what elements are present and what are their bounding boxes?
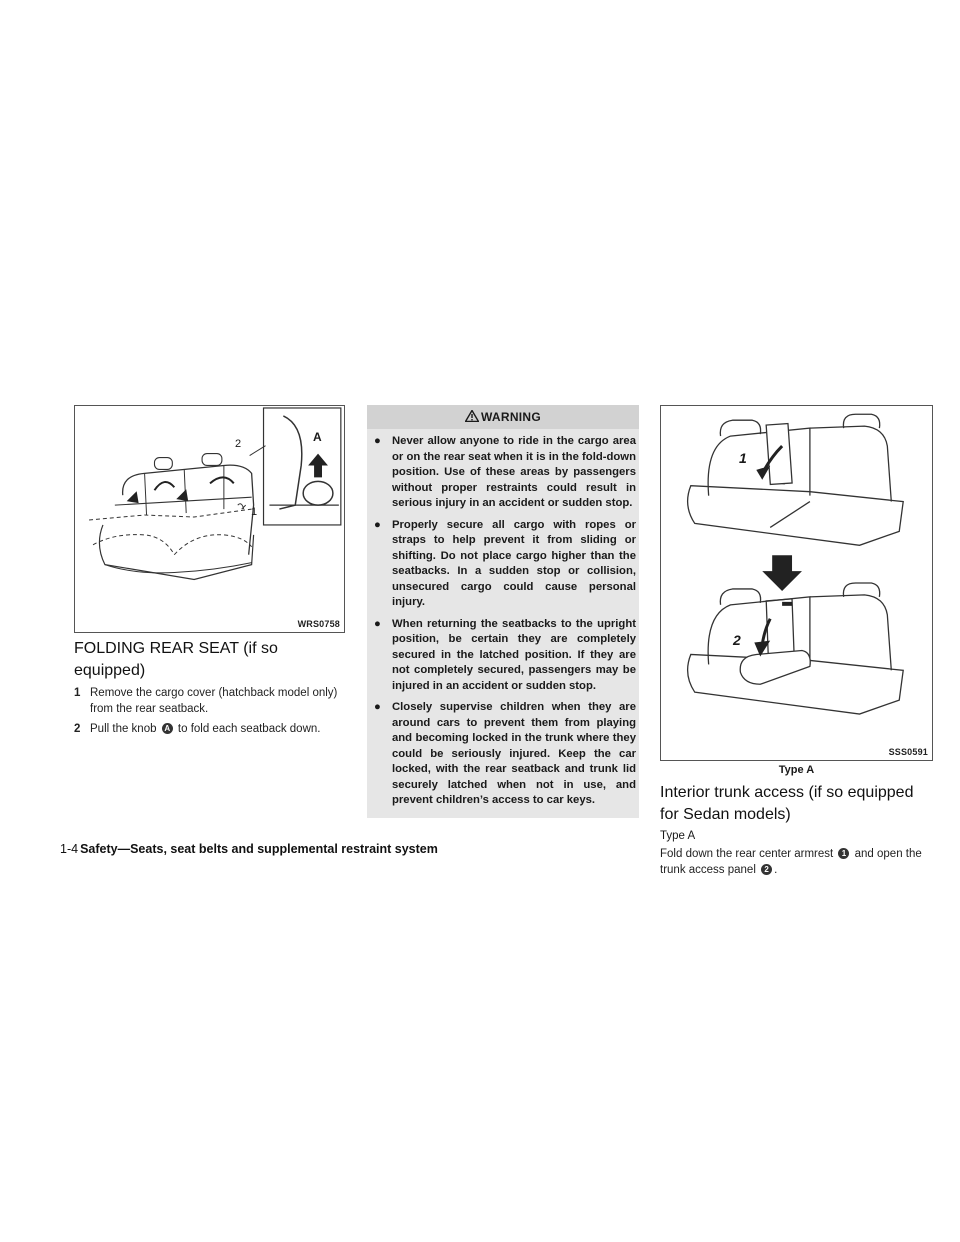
callout-2-label: 2 bbox=[733, 632, 741, 648]
section-title-line1: Interior trunk access (if so equipped bbox=[660, 784, 914, 801]
section-title-line2: equipped) bbox=[74, 662, 146, 679]
trunk-access-body bbox=[660, 846, 938, 878]
figure-caption: Type A bbox=[778, 764, 815, 776]
section-title-line2: for Sedan models) bbox=[660, 806, 791, 823]
callout-a-label: A bbox=[313, 430, 322, 444]
figure-trunk-access bbox=[660, 405, 933, 761]
bullet: ● bbox=[374, 617, 381, 630]
step-1 bbox=[74, 685, 346, 717]
body-text-middle: and open the trunk access panel bbox=[660, 848, 922, 876]
subtype-label: Type A bbox=[660, 830, 696, 842]
callout-2-label: 2 bbox=[235, 438, 242, 450]
warning-list bbox=[370, 434, 636, 815]
folding-seat-illustration bbox=[75, 406, 344, 632]
page-number: 1-4 bbox=[60, 842, 79, 856]
warning-item-text: When returning the seatbacks to the upright position, be certain they are completely secured in the latched position. If they are not completely secured, passengers may be injured in an accident or sudden stop. bbox=[392, 617, 636, 692]
page-footer bbox=[60, 842, 438, 856]
ref-a-badge: A bbox=[162, 723, 173, 734]
body-text-after: . bbox=[774, 864, 778, 876]
footer-title: Safety—Seats, seat belts and supplemental restraint system bbox=[80, 842, 438, 856]
warning-item bbox=[370, 518, 636, 611]
body-text-before: Fold down the rear center armrest bbox=[660, 848, 834, 860]
step-text-2-after: to fold each seatback down. bbox=[177, 723, 321, 735]
trunk-access-illustration bbox=[661, 406, 932, 760]
warning-item bbox=[370, 434, 636, 512]
step-text-2-before: Pull the knob bbox=[90, 723, 157, 735]
warning-item bbox=[370, 700, 636, 809]
section-title-line1: FOLDING REAR SEAT (if so bbox=[74, 640, 278, 657]
warning-item-text: Never allow anyone to ride in the cargo area or on the rear seat when it is in the fold-down position. Use of these areas by passengers without proper restraints could result in serious injury in an accident or sudden stop. bbox=[392, 435, 636, 509]
figure-folding-rear-seat bbox=[74, 405, 345, 633]
step-2 bbox=[74, 721, 346, 737]
warning-item-text: Closely supervise children when they are around cars to prevent them from playing and becoming locked in the trunk where they could be seriously injured. Keep the car locked, with the rear seatback and trunk lid securely latched when not in use, and prevent children’s access to car keys. bbox=[392, 701, 636, 806]
warning-item-text: Properly secure all cargo with ropes or straps to help prevent it from sliding or shifting. Do not place cargo higher than the seatbacks. In a sudden stop or collision, unsecured cargo could cause personal injury. bbox=[392, 518, 636, 608]
ref-2-badge: 2 bbox=[761, 864, 772, 875]
figure-code: SSS0591 bbox=[888, 747, 928, 757]
figure-code: WRS0758 bbox=[297, 619, 340, 629]
bullet: ● bbox=[374, 701, 381, 713]
warning-heading bbox=[367, 405, 639, 429]
step-number-1: 1 bbox=[74, 687, 81, 699]
ref-1-badge: 1 bbox=[838, 848, 849, 859]
bullet: ● bbox=[374, 518, 381, 531]
step-number-2: 2 bbox=[74, 723, 81, 735]
bullet: ● bbox=[374, 435, 381, 447]
section-title-trunk-access bbox=[660, 782, 945, 826]
warning-item bbox=[370, 617, 636, 695]
warning-heading-text: WARNING bbox=[480, 410, 542, 424]
step-text-1: Remove the cargo cover (hatchback model only) from the rear seatback. bbox=[90, 687, 338, 715]
callout-1-label: 1 bbox=[251, 506, 258, 518]
warning-triangle-icon bbox=[465, 410, 479, 422]
section-title-folding-rear-seat bbox=[74, 638, 354, 682]
callout-1-label: 1 bbox=[739, 450, 747, 466]
